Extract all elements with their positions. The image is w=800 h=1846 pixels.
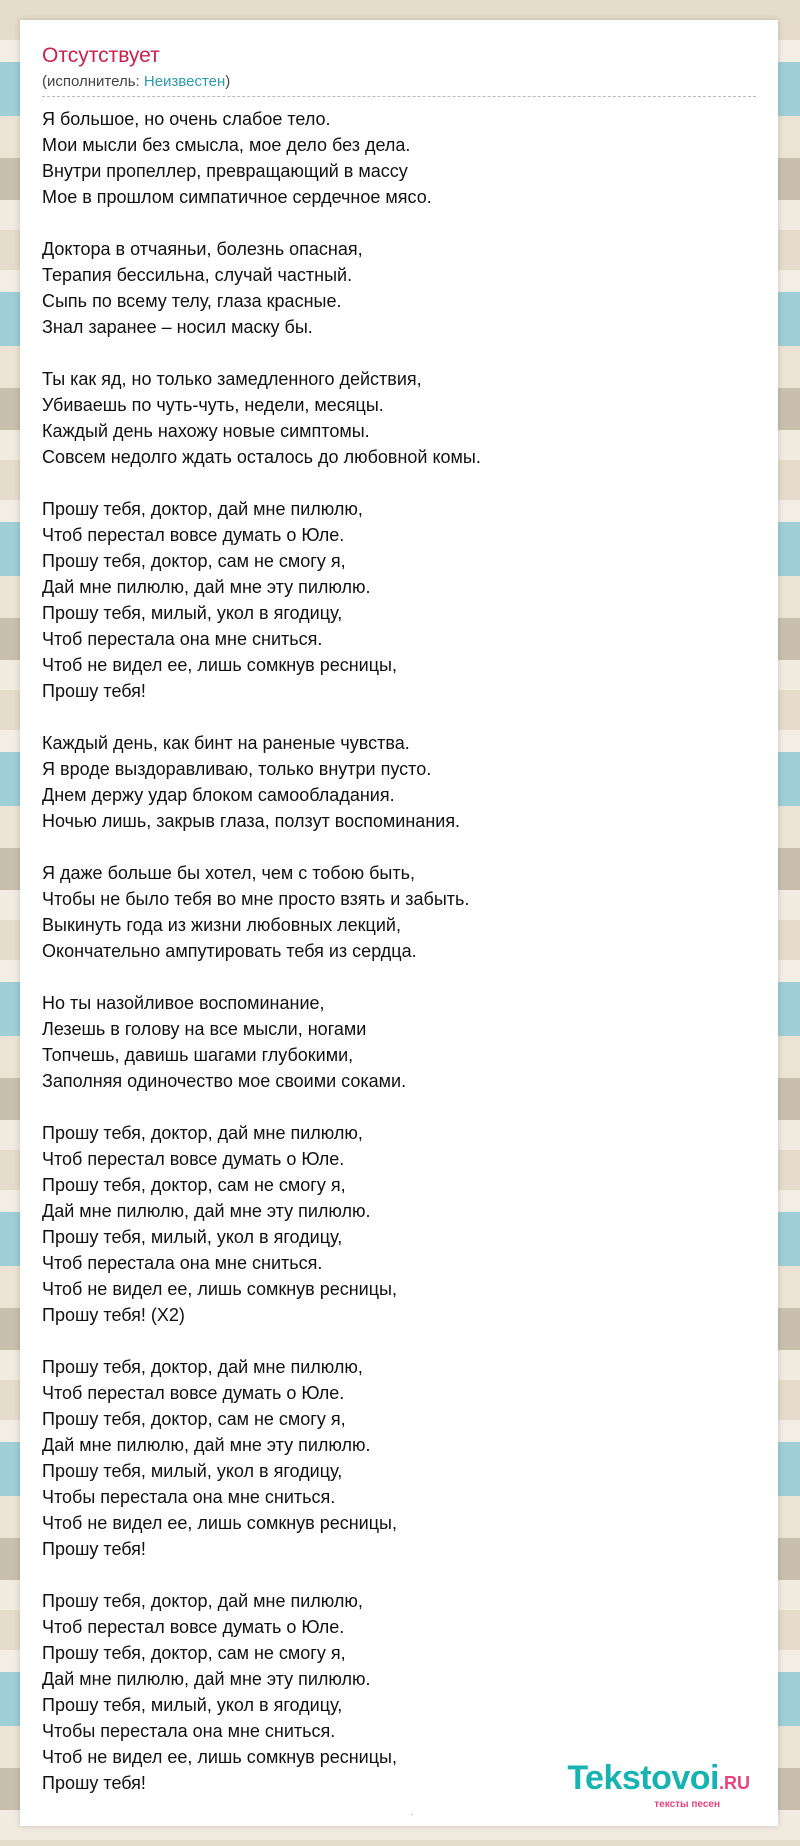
lyric-stanza (42, 236, 756, 340)
lyric-line: Чтоб перестал вовсе думать о Юле. (42, 525, 345, 545)
lyric-line: Чтоб не видел ее, лишь сомкнув ресницы, (42, 655, 397, 675)
lyric-stanza (42, 1120, 756, 1328)
lyric-line: Лезешь в голову на все мысли, ногами (42, 1019, 367, 1039)
lyric-line: Днем держу удар блоком самообладания. (42, 785, 395, 805)
logo-wordmark (567, 1761, 750, 1800)
performer-link[interactable]: Неизвестен (143, 73, 226, 90)
lyric-line: Знал заранее – носил маску бы. (42, 317, 313, 337)
lyric-line: Прошу тебя, доктор, сам не смогу я, (42, 1409, 346, 1429)
lyric-line: Топчешь, давишь шагами глубокими, (42, 1045, 354, 1065)
lyric-line: Чтоб перестал вовсе думать о Юле. (42, 1617, 345, 1637)
lyric-line: Чтобы перестала она мне сниться. (42, 1721, 336, 1741)
lyric-line: Дай мне пилюлю, дай мне эту пилюлю. (42, 1435, 371, 1455)
lyric-line: Чтоб перестала она мне сниться. (42, 629, 323, 649)
lyric-line: Каждый день, как бинт на раненые чувства. (42, 733, 410, 753)
lyric-line: Прошу тебя, милый, укол в ягодицу, (42, 603, 343, 623)
lyric-line: Сыпь по всему телу, глаза красные. (42, 291, 342, 311)
lyric-line: Я даже больше бы хотел, чем с тобою быть, (42, 863, 415, 883)
lyric-line: Терапия бессильна, случай частный. (42, 265, 353, 285)
lyric-line: Я большое, но очень слабое тело. (42, 109, 331, 129)
lyric-line: Прошу тебя, милый, укол в ягодицу, (42, 1227, 343, 1247)
lyric-stanza (42, 730, 756, 834)
lyric-line: Чтобы не было тебя во мне просто взять и забыть. (42, 889, 470, 909)
lyric-line: Дай мне пилюлю, дай мне эту пилюлю. (42, 1201, 371, 1221)
lyric-stanza (42, 496, 756, 704)
lyric-line: Внутри пропеллер, превращающий в массу (42, 161, 408, 181)
footer-mark: · (410, 1809, 414, 1820)
lyric-line: Прошу тебя, милый, укол в ягодицу, (42, 1461, 343, 1481)
lyric-line: Прошу тебя! (42, 681, 146, 701)
lyric-line: Чтоб перестал вовсе думать о Юле. (42, 1149, 345, 1169)
tekstovoi-logo (567, 1761, 750, 1810)
lyric-line: Прошу тебя, милый, укол в ягодицу, (42, 1695, 343, 1715)
lyric-line: Окончательно ампутировать тебя из сердца. (42, 941, 417, 961)
lyric-line: Дай мне пилюлю, дай мне эту пилюлю. (42, 577, 371, 597)
logo-brand: Tekstovoi (567, 1759, 719, 1797)
lyric-line: Прошу тебя, доктор, дай мне пилюлю, (42, 1123, 363, 1143)
lyric-line: Чтоб не видел ее, лишь сомкнув ресницы, (42, 1279, 397, 1299)
lyric-line: Прошу тебя, доктор, дай мне пилюлю, (42, 1591, 363, 1611)
lyric-line: Мое в прошлом симпатичное сердечное мясо. (42, 187, 432, 207)
lyric-line: Совсем недолго ждать осталось до любовной комы. (42, 447, 481, 467)
lyric-line: Прошу тебя, доктор, дай мне пилюлю, (42, 499, 363, 519)
lyric-line: Выкинуть года из жизни любовных лекций, (42, 915, 401, 935)
logo-tagline: тексты песен (654, 1799, 720, 1810)
lyric-line: Прошу тебя, доктор, сам не смогу я, (42, 1643, 346, 1663)
lyric-line: Чтобы перестала она мне сниться. (42, 1487, 336, 1507)
lyrics-body (42, 106, 756, 1822)
lyric-line: Чтоб перестала она мне сниться. (42, 1253, 323, 1273)
lyric-line: Чтоб не видел ее, лишь сомкнув ресницы, (42, 1513, 397, 1533)
lyric-line: Ночью лишь, закрыв глаза, ползут воспоминания. (42, 811, 461, 831)
lyric-line: Каждый день нахожу новые симптомы. (42, 421, 370, 441)
lyric-stanza (42, 1354, 756, 1562)
lyric-line: Чтоб перестал вовсе думать о Юле. (42, 1383, 345, 1403)
lyric-line: Чтоб не видел ее, лишь сомкнув ресницы, (42, 1747, 397, 1767)
lyric-stanza (42, 366, 756, 470)
lyric-line: Прошу тебя! (42, 1773, 146, 1793)
song-title: Отсутствует (42, 44, 160, 67)
lyric-line: Мои мысли без смысла, мое дело без дела. (42, 135, 411, 155)
performer-line (42, 73, 756, 97)
performer-suffix: ) (225, 73, 231, 90)
lyric-line: Доктора в отчаяньи, болезнь опасная, (42, 239, 363, 259)
lyric-line: Прошу тебя, доктор, сам не смогу я, (42, 1175, 346, 1195)
lyric-line: Прошу тебя, доктор, дай мне пилюлю, (42, 1357, 363, 1377)
lyric-line: Заполняя одиночество мое своими соками. (42, 1071, 407, 1091)
lyric-line: Прошу тебя! (Х2) (42, 1305, 185, 1325)
lyric-stanza (42, 990, 756, 1094)
logo-tld: .RU (719, 1773, 750, 1793)
lyric-line: Убиваешь по чуть-чуть, недели, месяцы. (42, 395, 384, 415)
lyric-stanza (42, 860, 756, 964)
lyric-line: Я вроде выздоравливаю, только внутри пусто. (42, 759, 432, 779)
lyric-line: Дай мне пилюлю, дай мне эту пилюлю. (42, 1669, 371, 1689)
lyric-line: Но ты назойливое воспоминание, (42, 993, 325, 1013)
performer-prefix: (исполнитель: (42, 73, 144, 90)
lyric-line: Прошу тебя, доктор, сам не смогу я, (42, 551, 346, 571)
lyric-line: Прошу тебя! (42, 1539, 146, 1559)
lyric-stanza (42, 106, 756, 210)
lyrics-card (20, 20, 778, 1826)
lyric-line: Ты как яд, но только замедленного действия, (42, 369, 422, 389)
